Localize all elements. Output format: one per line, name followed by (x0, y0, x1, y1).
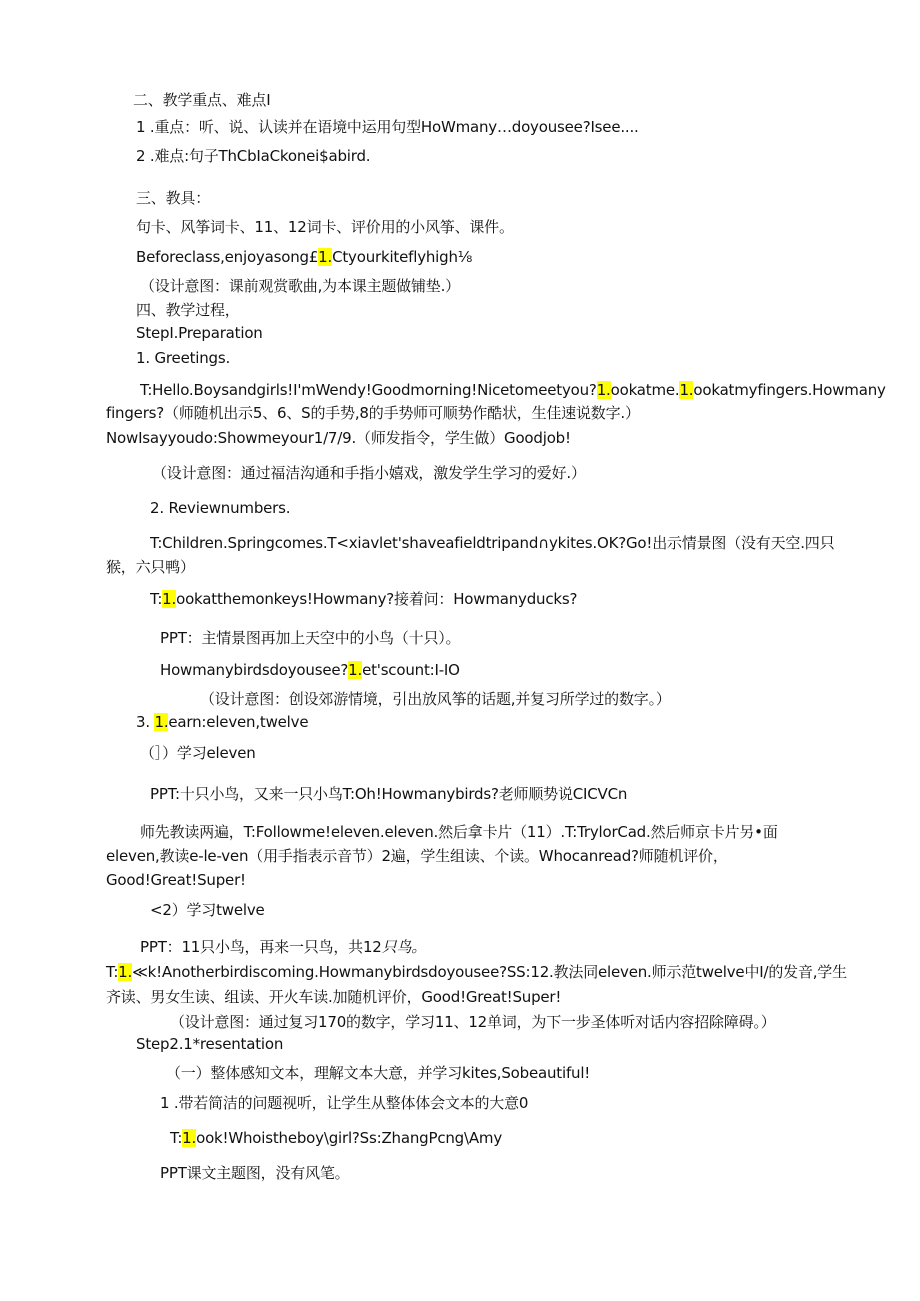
teach-twelve-2: 齐读、男女生读、组读、开火车读.加随机评价，Good!Great!Super! (106, 988, 562, 1006)
ppt-theme-picture: PPT课文主题图，没有风笔。 (160, 1164, 350, 1182)
who-is-line (170, 1128, 502, 1148)
learn-twelve-heading: <2）学习twelve (150, 901, 265, 919)
learn-heading (136, 712, 308, 732)
highlight-mark: 1. (679, 381, 694, 399)
text-span: earn:eleven,twelve (168, 713, 309, 731)
highlight-mark: 1. (318, 248, 333, 266)
section-heading-2: 二、教学重点、难点I (133, 91, 271, 109)
text-span: T:Hello.Boysandgirls!I'mWendy!Goodmorning!Nicetomeetyou? (140, 381, 597, 399)
text-span: ook!Whoistheboy\girl?Ss:ZhangPcng\Amy (196, 1129, 502, 1147)
monkeys-line (150, 589, 577, 609)
ppt-ten-birds: PPT:十只小鸟，又来一只小鸟T:Oh!Howmanybirds?老师顺势说CICVCn (150, 785, 628, 803)
learn-eleven-heading: （］）学习eleven (140, 744, 256, 762)
text-span: ≪k!Anotherbirdiscoming.Howmanybirdsdoyousee?SS:12.教法同eleven.师示范twelve中I/的发音,学生 (132, 963, 847, 981)
teach-twelve-1 (106, 962, 847, 982)
step2-heading: Step2.1*resentation (136, 1035, 284, 1053)
text-span: Ctyourkiteflyhigh⅛ (332, 248, 473, 266)
highlight-mark: 1. (182, 1129, 197, 1147)
highlight-mark: 1. (118, 963, 133, 981)
highlight-mark: 1. (596, 381, 611, 399)
text-span: et'scount:I-IO (362, 661, 460, 679)
step1-heading: StepI.Preparation (136, 324, 263, 342)
overall-listening: 1 .带若简洁的问题视听，让学生从整体体会文本的大意0 (160, 1094, 529, 1112)
greetings-dialog-cont2: NowIsayyoudo:Showmeyour1/7/9.（师发指令，学生做）Goodjob! (106, 429, 571, 447)
before-class-line (136, 247, 472, 267)
count-birds-line (160, 660, 460, 680)
review-numbers-heading: 2. Reviewnumbers. (150, 499, 291, 517)
greetings-heading: 1. Greetings. (136, 349, 231, 367)
review-dialog: T:Children.Springcomes.T<xiavlet'shaveafieldtripand∩ykites.OK?Go!出示情景图（没有天空.四只 (150, 534, 835, 552)
text-span: T: (106, 963, 119, 981)
review-dialog-cont: 猴，六只鸭） (106, 558, 195, 576)
design-intent-3: （设计意图：创设郊游情境，引出放风筝的话题,并复习所学过的数字。） (200, 690, 671, 708)
teach-eleven-2: eleven,教读e-le-ven（用手指表示音节）2遍，学生组读、个读。Whocanread?师随机评价， (106, 847, 728, 865)
design-intent-4: （设计意图：通过复习170的数字，学习11、12单词，为下一步圣体听对话内容招除障碍。） (170, 1013, 776, 1031)
ppt-main-scene: PPT：主情景图再加上天空中的小鸟（十只）。 (160, 629, 461, 647)
section-heading-3: 三、教具： (136, 189, 211, 207)
highlight-mark: 1. (154, 713, 169, 731)
text-span: T: (150, 590, 163, 608)
text-span: 3. (136, 713, 155, 731)
text-span: ookatme. (610, 381, 680, 399)
text-span-italic: 只鸟。 (381, 938, 427, 956)
text-span: ookatmyfingers.Howmany (693, 381, 886, 399)
teach-eleven-1: 师先教读两遍，T:Followme!eleven.eleven.然后拿卡片（11）.T:TrylorCad.然后师京卡片另•面 (140, 823, 778, 841)
design-intent-1: （设计意图：课前观赏歌曲,为本课主题做铺垫.） (140, 277, 460, 295)
part-one-heading: （一）整体感知文本，理解文本大意，并学习kites,Sobeautiful! (166, 1064, 591, 1082)
text-span: ookatthemonkeys!Howmany?接着问：Howmanyducks? (176, 590, 578, 608)
teach-eleven-3: Good!Great!Super! (106, 871, 246, 889)
teaching-aids: 句卡、风筝词卡、11、12词卡、评价用的小风筝、课件。 (136, 218, 514, 236)
highlight-mark: 1. (348, 661, 363, 679)
text-span: Howmanybirdsdoyousee? (160, 661, 349, 679)
design-intent-2: （设计意图：通过福洁沟通和手指小嬉戏，激发学生学习的爱好.） (152, 464, 586, 482)
key-point: 1 .重点：听、说、认读并在语境中运用句型HoWmany…doyousee?Isee.... (136, 118, 639, 136)
greetings-dialog (140, 380, 886, 400)
highlight-mark: 1. (162, 590, 177, 608)
text-span: T: (170, 1129, 183, 1147)
difficult-point: 2 .难点:句子ThCbIaCkonei$abird. (136, 147, 371, 165)
text-span: PPT：11只小鸟，再来一只鸟，共12 (140, 938, 382, 956)
section-heading-4: 四、教学过程， (136, 301, 240, 319)
text-span: Beforeclass,enjoyasong£ (136, 248, 319, 266)
greetings-dialog-cont: fingers?（师随机出示5、6、S的手势,8的手势师可顺势作酷状，生佳速说数字.） (106, 404, 640, 422)
ppt-eleven-birds (140, 937, 426, 957)
